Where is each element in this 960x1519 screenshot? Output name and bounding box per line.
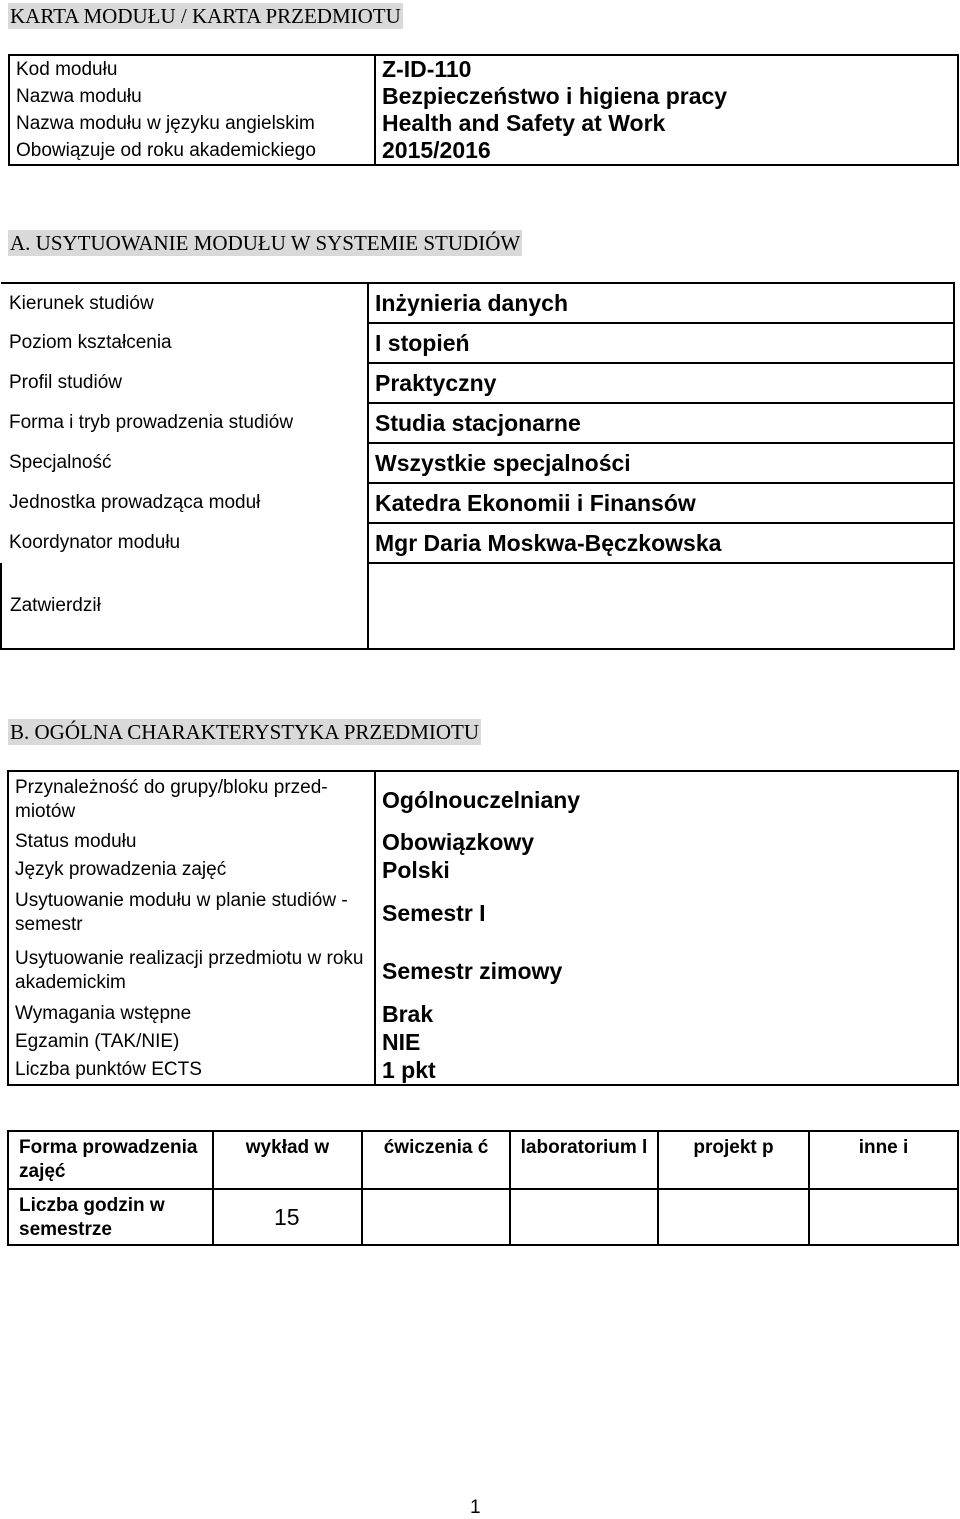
- language-value: Polski: [375, 856, 958, 884]
- table-row: [8, 1028, 958, 1056]
- lecture-header: wykład w: [213, 1131, 362, 1189]
- academic-term-label: Usytuowanie realizacji przedmiotu w roku akademickim: [8, 942, 375, 1000]
- module-name-english-value: Health and Safety at Work: [375, 110, 958, 137]
- laboratory-hours: [510, 1189, 658, 1245]
- page-number: 1: [470, 1497, 481, 1518]
- table-row: [1, 563, 954, 649]
- table-row: [1, 403, 954, 443]
- teaching-unit-value: Katedra Ekonomii i Finansów: [368, 483, 954, 523]
- section-b-heading: B. OGÓLNA CHARAKTERYSTYKA PRZEDMIOTU: [10, 720, 480, 744]
- academic-term-value: Semestr zimowy: [375, 942, 958, 1000]
- table-row: [1, 283, 954, 323]
- education-level-value: I stopień: [368, 323, 954, 363]
- section-a-heading: A. USYTUOWANIE MODUŁU W SYSTEMIE STUDIÓW: [10, 231, 521, 255]
- approved-by-value: [368, 563, 954, 649]
- class-form-label: Forma prowadzenia zajęć: [8, 1131, 213, 1189]
- semester-value: Semestr I: [375, 884, 958, 942]
- laboratory-header: laboratorium l: [510, 1131, 658, 1189]
- education-level-label: Poziom kształcenia: [1, 323, 368, 363]
- table-row: [8, 884, 958, 942]
- teaching-unit-label: Jednostka prowadząca moduł: [1, 483, 368, 523]
- specialty-label: Specjalność: [1, 443, 368, 483]
- table-row: [1, 443, 954, 483]
- table-row: [8, 1000, 958, 1028]
- module-code-value: Z-ID-110: [375, 55, 958, 83]
- table-row: [1, 523, 954, 563]
- semester-label: Usytuowanie modułu w planie studiów - semestr: [8, 884, 375, 942]
- prerequisites-label: Wymagania wstępne: [8, 1000, 375, 1028]
- coordinator-value: Mgr Daria Moskwa-Bęczkowska: [368, 523, 954, 563]
- module-name-value: Bezpieczeństwo i higiena pracy: [375, 83, 958, 110]
- section-b-table: [7, 770, 959, 1086]
- table-row: [9, 110, 958, 137]
- module-name-label: Nazwa modułu: [9, 83, 375, 110]
- table-row: [1, 323, 954, 363]
- course-group-value: Ogólnouczelniany: [375, 771, 958, 828]
- table-row: [9, 137, 958, 165]
- ects-value: 1 pkt: [375, 1056, 958, 1085]
- table-row: [1, 483, 954, 523]
- course-group-label: Przynależność do grupy/bloku przed-miotów: [8, 771, 375, 828]
- page-title: KARTA MODUŁU / KARTA PRZEDMIOTU: [10, 4, 401, 28]
- language-label: Język prowadzenia zajęć: [8, 856, 375, 884]
- table-row: [8, 771, 958, 828]
- module-info-table: [8, 54, 959, 166]
- study-profile-label: Profil studiów: [1, 363, 368, 403]
- study-form-value: Studia stacjonarne: [368, 403, 954, 443]
- approved-by-label: Zatwierdził: [1, 563, 368, 649]
- field-of-study-label: Kierunek studiów: [1, 283, 368, 323]
- field-of-study-value: Inżynieria danych: [368, 283, 954, 323]
- ects-label: Liczba punktów ECTS: [8, 1056, 375, 1085]
- module-status-label: Status modułu: [8, 828, 375, 856]
- specialty-value: Wszystkie specjalności: [368, 443, 954, 483]
- study-profile-value: Praktyczny: [368, 363, 954, 403]
- academic-year-label: Obowiązuje od roku akademickiego: [9, 137, 375, 165]
- exercises-header: ćwiczenia ć: [362, 1131, 510, 1189]
- lecture-hours: 15: [213, 1189, 362, 1245]
- table-row: [1, 363, 954, 403]
- table-row: [8, 856, 958, 884]
- section-a-table: [0, 282, 955, 650]
- hours-per-semester-label: Liczba godzin w semestrze: [8, 1189, 213, 1245]
- table-row: [8, 828, 958, 856]
- exam-value: NIE: [375, 1028, 958, 1056]
- academic-year-value: 2015/2016: [375, 137, 958, 165]
- table-row: [8, 1131, 958, 1189]
- exercises-hours: [362, 1189, 510, 1245]
- other-header: inne i: [809, 1131, 958, 1189]
- module-code-label: Kod modułu: [9, 55, 375, 83]
- table-row: [9, 55, 958, 83]
- project-hours: [658, 1189, 809, 1245]
- module-status-value: Obowiązkowy: [375, 828, 958, 856]
- table-row: [9, 83, 958, 110]
- hours-table: [7, 1130, 959, 1246]
- table-row: [8, 1189, 958, 1245]
- table-row: [8, 942, 958, 1000]
- study-form-label: Forma i tryb prowadzenia studiów: [1, 403, 368, 443]
- project-header: projekt p: [658, 1131, 809, 1189]
- module-name-english-label: Nazwa modułu w języku angielskim: [9, 110, 375, 137]
- coordinator-label: Koordynator modułu: [1, 523, 368, 563]
- exam-label: Egzamin (TAK/NIE): [8, 1028, 375, 1056]
- other-hours: [809, 1189, 958, 1245]
- prerequisites-value: Brak: [375, 1000, 958, 1028]
- table-row: [8, 1056, 958, 1085]
